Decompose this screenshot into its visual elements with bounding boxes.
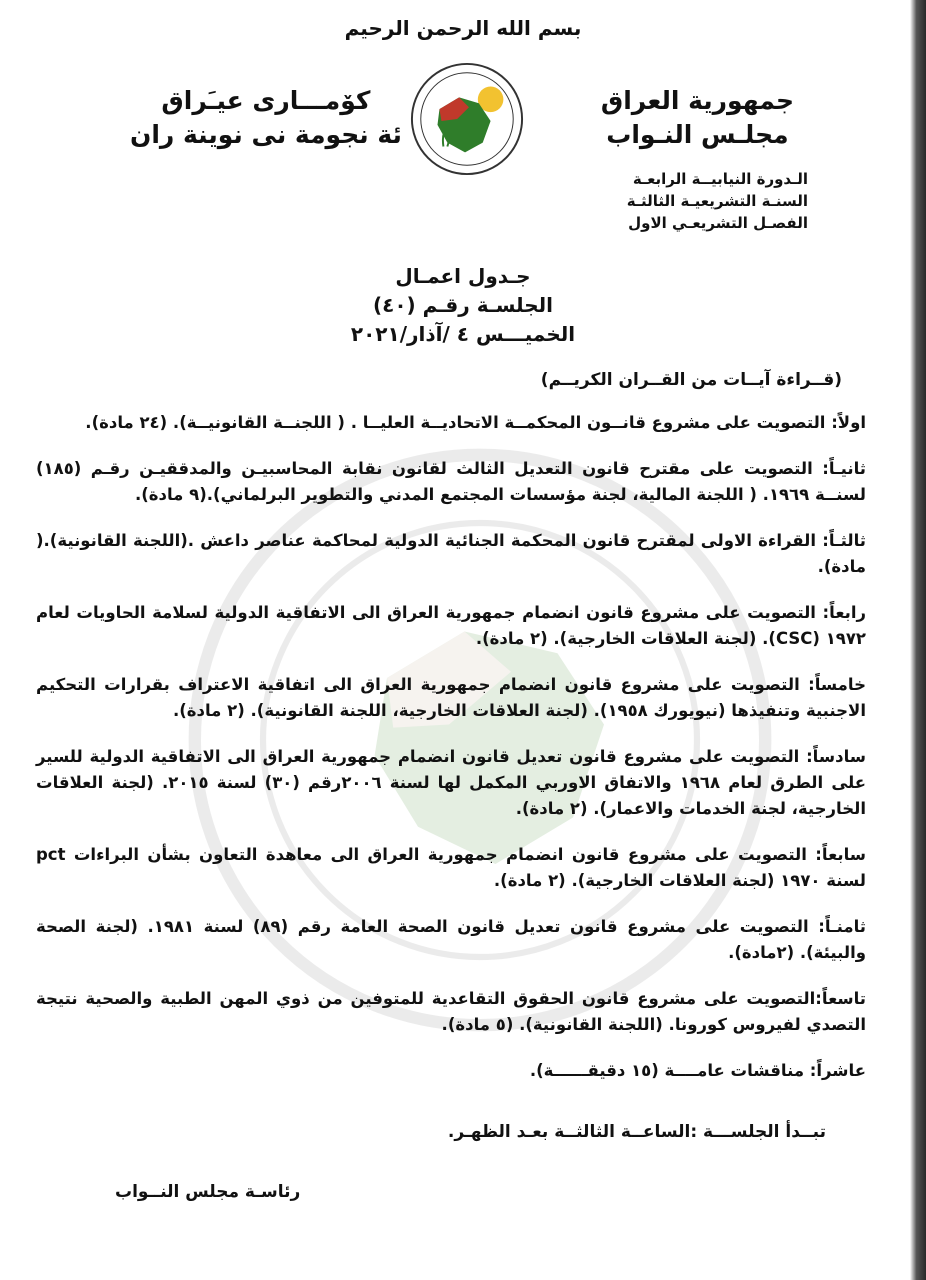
basmala-heading: بسم الله الرحمن الرحيم [344,16,582,40]
opening-quran-reading: (قــراءة آيــات من القــران الكريــم) [540,370,842,390]
agenda-item-5: خامساً: التصويت على مشروع قانون انضمام جمهورية العراق الى اتفاقية الاعتراف بقرارات التحكيم الاجنبية وتنفيذها (نيويورك ١٩٥٨). (لجنة العلاقات الخارجية، اللجنة القانونية). (٢ مادة). [36,675,866,720]
session-start-time: تبــدأ الجلســـة :الساعــة الثالثــة بعـد الظهـر. [447,1122,826,1142]
agenda-item-7: سابعاً: التصويت على مشروع قانون انضمام جمهورية العراق الى معاهدة التعاون بشأن البراءات pct لسنة ١٩٧٠ (لجنة العلاقات الخارجية). (٢ مادة). [36,845,866,890]
agenda-items-list [36,410,866,1104]
agenda-item-8: ثامنـاً: التصويت على مشروع قانون تعديل قانون الصحة العامة رقم (٨٩) لسنة ١٩٨١. (لجنة الصحة والبيئة). (٢مادة). [36,917,866,962]
agenda-item-9: تاسعاً:التصويت على مشروع قانون الحقوق التقاعدية للمتوفين من ذوي المهن الطبية والصحية نتيجة التصدي لفيروس كورونا. (اللجنة القانونية). (٥ مادة). [36,989,866,1034]
agenda-item-2: ثانيـاً: التصويت على مقترح قانون التعديل الثالث لقانون نقابة المحاسبيـن والمدققيـن رقـم (١٨٥) لسنــة ١٩٦٩. ( اللجنة المالية، لجنة مؤسسات المجتمع المدني والتطوير البرلماني).(٩ مادة). [36,459,866,504]
republic-header [601,84,794,152]
legislative-chapter: الفصـل التشريعـي الاول [628,214,808,232]
republic-name: جمهورية العراق [600,86,794,115]
parliamentary-term: الـدورة النيابيــة الرابعـة [632,170,808,188]
agenda-item-3: ثالثـاً: القراءة الاولى لمقترح قانون المحكمة الجنائية الدولية لمحاكمة عناصر داعش .(اللجنة القانونية).( مادة). [36,531,866,576]
kurdish-header [130,84,402,152]
agenda-heading [0,262,926,349]
council-name: مجلـس النـواب [606,120,789,149]
agenda-item-6: سادساً: التصويت على مشروع قانون تعديل قانون انضمام جمهورية العراق الى الاتفاقية الدولية للسير على الطرق لعام ١٩٦٨ والاتفاق الاوربي المكمل لها لسنة ٢٠٠٦رقم (٣٠) لسنة ٢٠١٥. (لجنة العلاقات الخارجية، لجنة الخدمات والاعمار). (٢ مادة). [36,747,867,818]
kurdish-council-name: ئة نجومة نى نوينة ران [130,120,402,149]
kurdish-republic-name: كۆمـــارى عيـَراق [161,86,371,115]
council-logo-icon [408,60,526,178]
agenda-item-1: اولاً: التصويت على مشروع قانــون المحكمــة الاتحاديــة العليــا . ( اللجنــة القانونيــة). (٢٤ مادة). [85,413,866,432]
agenda-item-10: عاشراً: مناقشات عامــــة (١٥ دقيقــــــة). [529,1061,866,1080]
presidency-signature: رئاسـة مجلس النــواب [115,1182,301,1202]
session-info [627,168,808,234]
legislative-year: السنـة التشريعيـة الثالثـة [626,192,808,210]
agenda-item-4: رابعاً: التصويت على مشروع قانون انضمام جمهورية العراق الى الاتفاقية الدولية لسلامة الحاويات لعام ١٩٧٢ (CSC). (لجنة العلاقات الخارجية). (٢ مادة). [36,603,866,648]
scan-edge-shadow [910,0,926,1280]
session-number: الجلسـة رقـم (٤٠) [372,293,554,317]
agenda-title: جـدول اعمـال [395,264,531,288]
session-date: الخميـــس ٤ /آذار/٢٠٢١ [350,322,576,346]
